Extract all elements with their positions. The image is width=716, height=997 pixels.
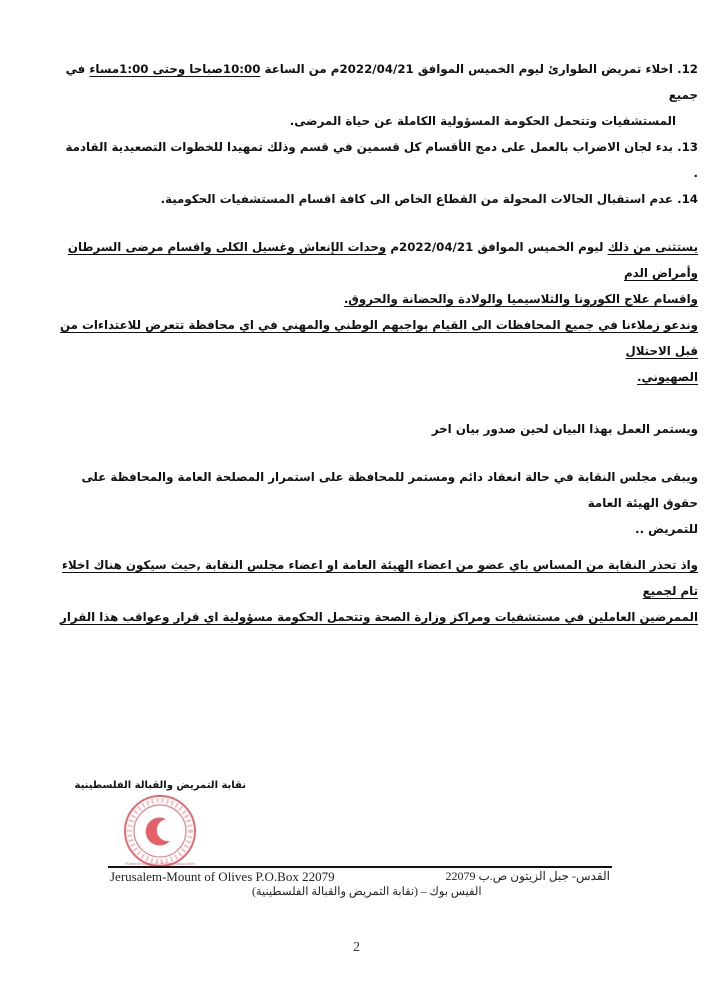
stamp-text: Palestinian Nursing & Midwifery Association (125, 862, 195, 866)
call-text: وندعو زملاءنا في جميع المحافظات الى القيام بواجبهم الوطني والمهني في اي محافظة تتعرض للاعتداءات من قبل الاحتلال (59, 318, 698, 358)
address-english: Jerusalem-Mount of Olives P.O.Box 22079 (110, 869, 335, 884)
item-text: اخلاء تمريض الطوارئ ليوم الخميس الموافق 2022/04/21م من الساعة (260, 62, 673, 76)
call-paragraph-line2 (60, 364, 698, 390)
item-time-range: 10:00صباحا وحتى 1:00مساء (89, 62, 261, 76)
item-text-tail: في جميع (65, 62, 698, 102)
list-item-12-line2: المستشفيات وتتحمل الحكومة المسؤولية الكاملة عن حياة المرضى. (289, 114, 676, 128)
footer-divider (108, 866, 612, 868)
council-paragraph-line2: للتمريض .. (635, 522, 698, 536)
exception-lead: يستثنى من ذلك (607, 240, 698, 254)
continue-statement: ويستمر العمل بهذا البيان لحين صدور بيان اخر (431, 422, 698, 436)
page-number: 2 (353, 940, 360, 955)
item-number: 13. (677, 140, 698, 154)
call-paragraph-line1 (60, 312, 698, 364)
crescent-icon (146, 818, 170, 846)
exception-units-cont: واقسام علاج الكورونا والثلاسيميا والولادة والحضانة والحروق. (343, 292, 698, 306)
exception-paragraph-line2 (60, 286, 698, 312)
document-body (60, 56, 698, 630)
organization-name: نقابة التمريض والقبالة الفلسطينية (74, 780, 246, 791)
warning-paragraph-line2 (60, 604, 698, 630)
warning-text-cont: الممرضين العاملين في مستشفيات ومراكز وزارة الصحة وتتحمل الحكومة مسؤولية اي قرار وعواقب هذا القرار (60, 610, 698, 624)
item-text: عدم استقبال الحالات المحولة من القطاع الخاص الى كافة اقسام المستشفيات الحكومية. (160, 192, 673, 206)
facebook-reference: الفيس بوك – (نقابة التمريض والقبالة الفلسطينية) (252, 886, 482, 898)
item-text: بدء لجان الاضراب بالعمل على دمج الأقسام كل قسمين في قسم وذلك تمهيدا للخطوات التصعيدية القادمة . (65, 140, 698, 180)
exception-units: وحدات الإنعاش وغسيل الكلى واقسام مرضى السرطان وأمراض الدم (67, 240, 698, 280)
list-item-13 (60, 134, 698, 186)
list-item-12-line1 (60, 56, 698, 108)
call-text-cont: الصهيوني. (637, 370, 698, 384)
warning-text: واذ تحذر النقابة من المساس باي عضو من اعضاء الهيئة العامة او اعضاء مجلس النقابة ,حيث سيكون هناك اخلاء تام لجميع (61, 558, 698, 598)
official-stamp (122, 793, 198, 869)
exception-paragraph-line1 (60, 234, 698, 286)
item-number: 14. (677, 192, 698, 206)
address-arabic: القدس- جبل الزيتون ص.ب 22079 (445, 869, 610, 883)
exception-date: ليوم الخميس الموافق 2022/04/21م (386, 240, 608, 254)
warning-paragraph-line1 (60, 552, 698, 604)
item-number: 12. (677, 62, 698, 76)
council-paragraph-line1: ويبقى مجلس النقابة في حالة انعقاد دائم ومستمر للمحافظة على استمرار المصلحة العامة والمحافظة على حقوق الهيئة العامة (81, 470, 698, 510)
list-item-14 (60, 186, 698, 212)
